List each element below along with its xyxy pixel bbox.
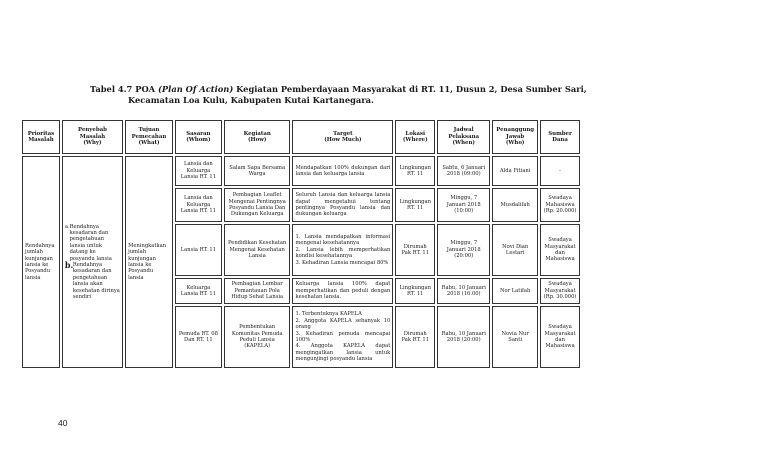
dana-cell: - xyxy=(540,156,580,186)
penyebab-cell: a. Rendahnya kesadaran dan pengetahuan lansia untuk datang ke posyandu lansia b. Rendahnya kesadaran dan pengetahuan lansia akan kesehatan dirinya sendiri xyxy=(62,156,123,368)
pj-cell: Musdalifah xyxy=(492,188,538,222)
jadwal-cell: Minggu, 7 Januari 2018 (10:00) xyxy=(437,188,490,222)
header-target: Target (How Much) xyxy=(292,120,393,154)
target-item: 4. Anggota KAPELA dapat mengingatkan lansia untuk mengunjingi posyandu lansia xyxy=(295,343,391,363)
target-cell: Seluruh Lansia dan keluarga lansia dapat mengetahui tentang pentingnya Posyandu lansia dan dukungan keluarga xyxy=(292,188,393,222)
pj-cell: Novi Dian Lestari xyxy=(492,224,538,276)
pj-cell: Alda Fitiani xyxy=(492,156,538,186)
caption-line2: Kecamatan Loa Kulu, Kabupaten Kutai Kartanegara. xyxy=(128,95,374,105)
lokasi-cell: Lingkungan RT. 11 xyxy=(395,188,435,222)
pj-cell: Nor Latifah xyxy=(492,278,538,304)
table-caption xyxy=(90,84,650,106)
jadwal-cell: Sabtu, 6 Januari 2018 (09:00) xyxy=(437,156,490,186)
header-tujuan: Tujuan Pemecahan (What) xyxy=(125,120,173,154)
target-cell xyxy=(292,306,393,368)
prioritas-cell: Rendahnya jumlah kunjungan lansia ke Posyandu lansia xyxy=(22,156,60,368)
kegiatan-cell: Salam Sapa Bersama Warga xyxy=(224,156,291,186)
jadwal-cell: Rabu, 10 Januari 2018 (20:00) xyxy=(437,306,490,368)
caption-prefix: Tabel 4.7 POA xyxy=(90,84,158,94)
header-row xyxy=(22,120,580,154)
kegiatan-cell: Pembentukan Komunitas Pemuda Peduli Lansia (KAPELA) xyxy=(224,306,291,368)
sasaran-cell: Lansia RT. 11 xyxy=(175,224,222,276)
sasaran-cell: Lansia dan Keluarga Lansia RT. 11 xyxy=(175,156,222,186)
lokasi-cell: Lingkungan RT. 11 xyxy=(395,156,435,186)
kegiatan-cell: Pembagian Lembar Pemantauan Pola Hidup Sehat Lansia xyxy=(224,278,291,304)
target-item: 2. Lansia lebih memperhatikan kondisi kesehatannya xyxy=(295,246,391,260)
header-lokasi: Lokasi (Where) xyxy=(395,120,435,154)
target-item: 2. Anggota KAPELA sebanyak 10 orang xyxy=(295,317,391,331)
sasaran-cell: Keluarga Lansia RT. 11 xyxy=(175,278,222,304)
header-kegiatan: Kegiatan (How) xyxy=(224,120,291,154)
lokasi-cell: Dirumah Pak RT. 11 xyxy=(395,306,435,368)
jadwal-cell: Rabu, 10 Januari 2018 (16.00) xyxy=(437,278,490,304)
table-row xyxy=(22,156,580,186)
dana-cell: Swadaya Masyarakat (Rp. 30.000) xyxy=(540,278,580,304)
target-cell xyxy=(292,224,393,276)
dana-cell: Swadaya Masyarakat dan Mahasiswa xyxy=(540,306,580,368)
header-penyebab: Penyebab Masalah (Why) xyxy=(62,120,123,154)
header-prioritas: Prioritas Masalah xyxy=(22,120,60,154)
jadwal-cell: Minggu, 7 Januari 2018 (20:00) xyxy=(437,224,490,276)
kegiatan-cell: Pembagian Leaflet Mengenai Pentingnya Posyandu Lansia Dan Dukungan Keluarga xyxy=(224,188,291,222)
target-item: 3. Kehadiran Lansia mencapai 80% xyxy=(295,259,389,266)
dana-cell: Swadaya Masyarakat dan Mahasiswa xyxy=(540,224,580,276)
header-penanggung-jawab: Penanggung Jawab (Who) xyxy=(492,120,538,154)
page-number: 40 xyxy=(58,418,68,428)
sasaran-cell: Pemuda RT. 08 Dan RT. 11 xyxy=(175,306,222,368)
target-cell: Mendapatkan 100% dukungan dari lansia dan keluarga lansia xyxy=(292,156,393,186)
header-sasaran: Sasaran (Whom) xyxy=(175,120,222,154)
lokasi-cell: Lingkungan RT. 11 xyxy=(395,278,435,304)
caption-italic: (Plan Of Action) xyxy=(158,84,234,94)
tujuan-cell: Meningkatkan jumlah kunjungan lansia ke Posyandu lansia xyxy=(125,156,173,368)
target-item: 3. Kehadiran pemuda mencapai 100% xyxy=(295,330,391,343)
target-item: 1. Terbentuknya KAPELA xyxy=(295,311,362,318)
pj-cell: Novia Nur Santi xyxy=(492,306,538,368)
poa-table xyxy=(20,118,582,370)
target-cell: Keluarga lansia 100% dapat memperhatikan dan peduli dengan kesehatan lansia. xyxy=(292,278,393,304)
lokasi-cell: Dirumah Pak RT. 11 xyxy=(395,224,435,276)
dana-cell: Swadaya Mahasiswa (Rp. 20.000) xyxy=(540,188,580,222)
sasaran-cell: Lansia dan Keluarga Lansia RT. 11 xyxy=(175,188,222,222)
header-sumber-dana: Sumber Dana xyxy=(540,120,580,154)
header-jadwal: Jadwal Pelaksana (When) xyxy=(437,120,490,154)
target-item: 1. Lansia mendapatkan informasi mengenai kesehatannya xyxy=(295,233,391,247)
caption-rest: Kegiatan Pemberdayaan Masyarakat di RT. 11, Dusun 2, Desa Sumber Sari, xyxy=(233,84,587,94)
kegiatan-cell: Pendidikan Kesehatan Mengenai Kesehatan Lansia xyxy=(224,224,291,276)
